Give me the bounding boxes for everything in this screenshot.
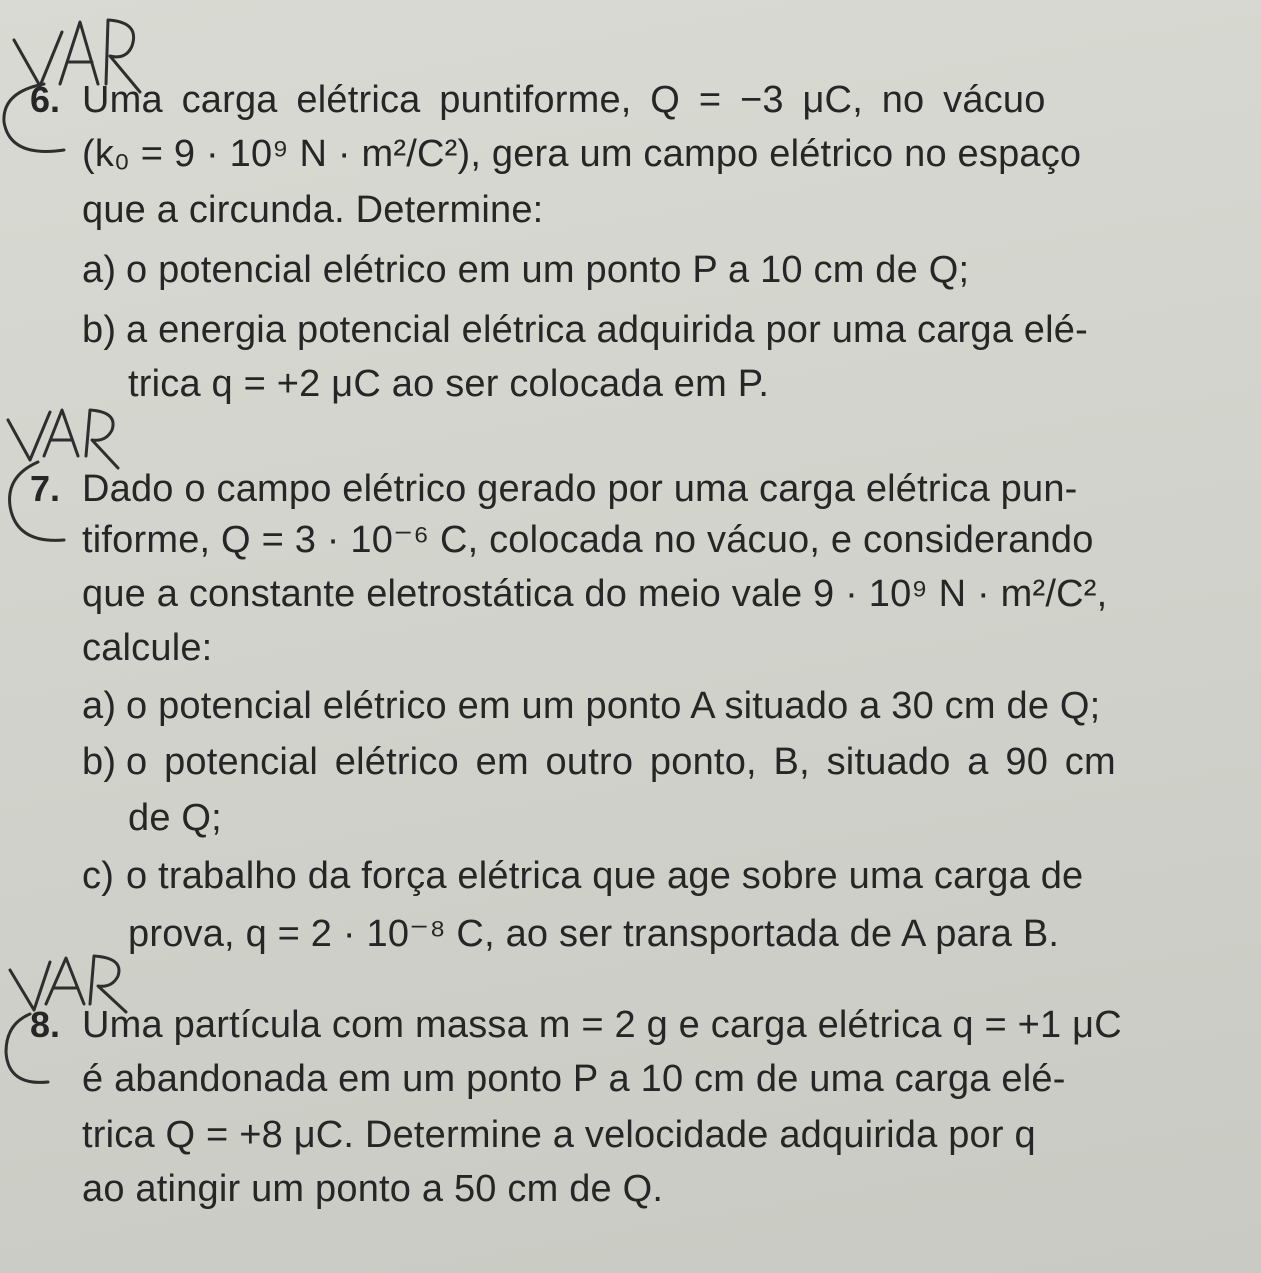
question-text-line: Dado o campo elétrico gerado por uma carga elétrica pun- [82, 468, 1078, 510]
question-text-line: Uma partícula com massa m = 2 g e carga elétrica q = +1 μC [82, 1004, 1122, 1046]
question-text-line: (k₀ = 9 · 10⁹ N · m²/C²), gera um campo elétrico no espaço [82, 133, 1082, 175]
item-a [82, 683, 1100, 729]
question-text-line: que a constante eletrostática do meio vale 9 · 10⁹ N · m²/C², [82, 573, 1108, 615]
item-label: c) [82, 855, 115, 897]
item-label: b) [82, 741, 117, 783]
question-text-line: tiforme, Q = 3 · 10⁻⁶ C, colocada no vácuo, e considerando [82, 519, 1094, 561]
question-text-line: trica Q = +8 μC. Determine a velocidade adquirida por q [82, 1114, 1036, 1156]
question-text-line: ao atingir um ponto a 50 cm de Q. [82, 1168, 664, 1210]
item-text-continuation: prova, q = 2 · 10⁻⁸ C, ao ser transportada de A para B. [128, 913, 1060, 955]
item-text: o trabalho da força elétrica que age sobre uma carga de [126, 855, 1084, 897]
question-text-line: que a circunda. Determine: [82, 189, 544, 231]
question-number: 7. [30, 468, 61, 509]
item-text-continuation: trica q = +2 μC ao ser colocada em P. [128, 363, 770, 405]
item-text: a energia potencial elétrica adquirida por uma carga elé- [126, 309, 1088, 351]
question-number: 8. [30, 1004, 61, 1045]
question-number: 6. [30, 79, 61, 120]
item-text: o potencial elétrico em outro ponto, B, situado a 90 cm [126, 741, 1116, 783]
item-b [82, 307, 1088, 353]
question-text-line: é abandonada em um ponto P a 10 cm de uma carga elé- [82, 1058, 1066, 1100]
item-c [82, 853, 1083, 899]
item-text: o potencial elétrico em um ponto A situado a 30 cm de Q; [126, 685, 1101, 727]
item-b [82, 739, 1116, 785]
item-label: b) [82, 309, 117, 351]
item-text: o potencial elétrico em um ponto P a 10 cm de Q; [126, 249, 970, 291]
item-label: a) [82, 685, 117, 727]
question-text-line: Uma carga elétrica puntiforme, Q = −3 μC, no vácuo [82, 79, 1046, 121]
item-a [82, 247, 969, 293]
question-text-line: calcule: [82, 627, 213, 669]
item-label: a) [82, 249, 117, 291]
item-text-continuation: de Q; [128, 797, 222, 839]
